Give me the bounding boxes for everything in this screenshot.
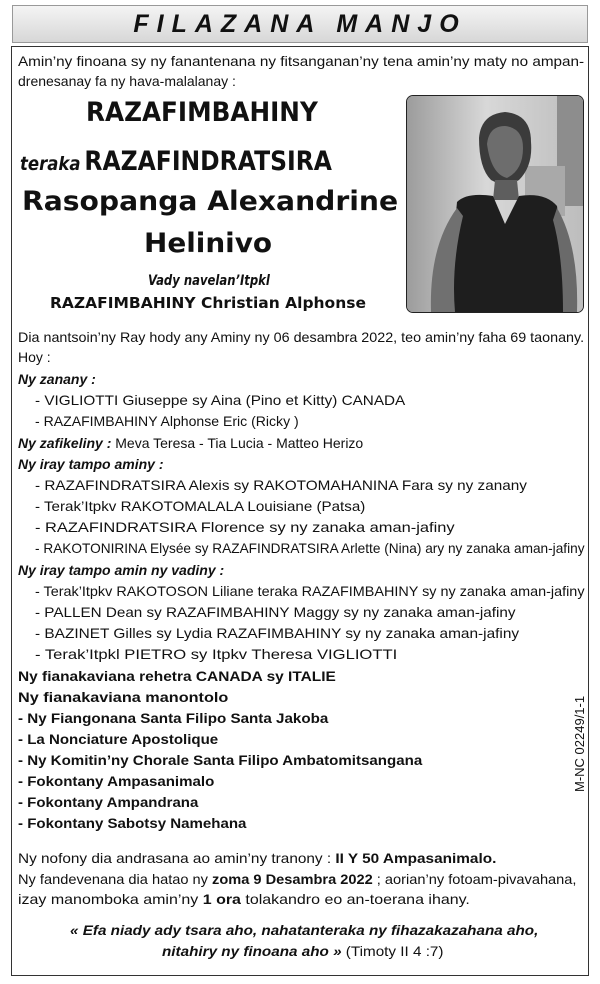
children-item: - RAZAFIMBAHINY Alphonse Eric (Ricky ) xyxy=(35,413,299,429)
verse-line-1: « Efa niady ady tsara aho, nahatanteraka ny fihazakazahana aho, xyxy=(70,922,539,938)
section-siblings-heading: Ny iray tampo aminy : xyxy=(18,456,164,472)
inlaws-item: - Terak’Itpkl PIETRO sy Itpkv Theresa VIGLIOTTI xyxy=(35,646,398,662)
address-text: Ny nofony dia andrasana ao amin’ny tranony : xyxy=(18,850,336,866)
teraka-word: teraka xyxy=(20,153,81,175)
hoy-line: Hoy : xyxy=(18,349,51,365)
siblings-item: - Terak’Itpkv RAKOTOMALALA Louisiane (Patsa) xyxy=(35,498,366,514)
organization-line: - Ny Fiangonana Santa Filipo Santa Jakoba xyxy=(18,710,329,726)
inlaws-item: - PALLEN Dean sy RAZAFIMBAHINY Maggy sy ny zanaka aman-jafiny xyxy=(35,604,516,620)
address-line xyxy=(18,850,496,866)
funeral-text: tolakandro eo an-toerana ihany. xyxy=(240,891,470,907)
organization-line: - Fokontany Sabotsy Namehana xyxy=(18,815,247,831)
siblings-item: - RAKOTONIRINA Elysée sy RAZAFINDRATSIRA Arlette (Nina) ary ny zanaka aman-jafiny xyxy=(35,540,585,556)
intro-line-1: Amin’ny finoana sy ny fanantenana ny fitsanganan’ny tena amin’ny maty no ampan- xyxy=(18,53,585,69)
verse-text: nitahiry ny finoana aho » xyxy=(162,943,342,959)
deceased-maiden-name: RAZAFINDRATSIRA xyxy=(84,146,332,177)
deceased-given-name-1: Rasopanga Alexandrine xyxy=(22,186,399,217)
funeral-text: Ny fandevenana dia hatao ny xyxy=(18,871,213,887)
deceased-surname: RAZAFIMBAHINY xyxy=(86,97,318,128)
deceased-given-name-2: Helinivo xyxy=(144,228,273,259)
grandchildren-names: Meva Teresa - Tia Lucia - Matteo Herizo xyxy=(115,435,364,451)
inlaws-item: - BAZINET Gilles sy Lydia RAZAFIMBAHINY sy ny zanaka aman-jafiny xyxy=(35,625,520,641)
funeral-line-1 xyxy=(18,871,576,887)
family-line: Ny fianakaviana manontolo xyxy=(18,689,229,705)
children-item: - VIGLIOTTI Giuseppe sy Aina (Pino et Kitty) CANADA xyxy=(35,392,406,408)
organization-line: - La Nonciature Apostolique xyxy=(18,731,219,747)
reference-code: M-NC 02249/1-1 xyxy=(572,695,587,792)
funeral-text: izay manomboka amin’ny xyxy=(18,891,203,907)
verse-line-2 xyxy=(162,943,443,959)
portrait-photo-icon xyxy=(407,96,583,312)
funeral-text: ; aorian’ny fotoam-pivavahana, xyxy=(372,871,577,887)
inlaws-item: - Terak’Itpkv RAKOTOSON Liliane teraka RAZAFIMBAHINY sy ny zanaka aman-jafiny xyxy=(35,583,585,599)
deceased-maiden-line xyxy=(20,146,332,177)
notice-title: FILAZANA MANJO xyxy=(133,10,467,38)
spouse-title: Vady navelan’Itpkl xyxy=(148,273,270,289)
funeral-line-2 xyxy=(18,891,470,907)
organization-line: - Ny Komitin’ny Chorale Santa Filipo Ambatomitsangana xyxy=(18,752,423,768)
siblings-item: - RAZAFINDRATSIRA Alexis sy RAKOTOMAHANINA Fara sy ny zanany xyxy=(35,477,527,493)
organization-line: - Fokontany Ampasanimalo xyxy=(18,773,215,789)
intro-line-2: drenesanay fa ny hava-malalanay : xyxy=(18,73,236,89)
death-line: Dia nantsoin’ny Ray hody any Aminy ny 06 desambra 2022, teo amin’ny faha 69 taonany. xyxy=(18,329,585,345)
section-inlaws-heading: Ny iray tampo amin ny vadiny : xyxy=(18,562,225,578)
organization-line: - Fokontany Ampandrana xyxy=(18,794,199,810)
siblings-item: - RAZAFINDRATSIRA Florence sy ny zanaka aman-jafiny xyxy=(35,519,455,535)
portrait-photo xyxy=(406,95,584,313)
funeral-time: 1 ora xyxy=(202,891,241,907)
address-place: II Y 50 Ampasanimalo. xyxy=(335,850,497,866)
family-line: Ny fianakaviana rehetra CANADA sy ITALIE xyxy=(18,668,336,684)
section-grandchildren-heading: Ny zafikeliny : xyxy=(18,435,112,451)
verse-reference: (Timoty II 4 :7) xyxy=(341,943,444,959)
funeral-date: zoma 9 Desambra 2022 xyxy=(212,871,373,887)
notice-header xyxy=(12,5,588,43)
section-children-heading: Ny zanany : xyxy=(18,371,96,387)
spouse-name: RAZAFIMBAHINY Christian Alphonse xyxy=(50,294,366,312)
grandchildren-line xyxy=(18,435,363,451)
